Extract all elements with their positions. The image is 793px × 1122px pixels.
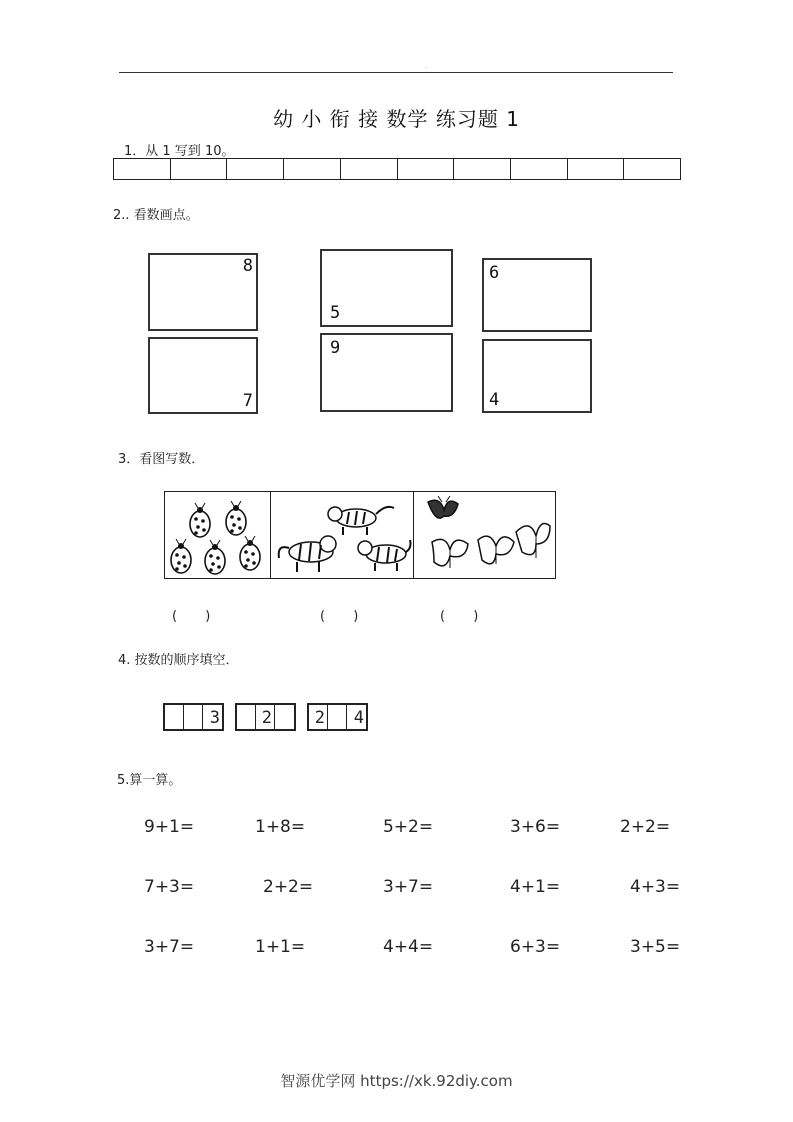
equation: 5+2= <box>383 817 434 837</box>
question-4-label: 4. 按数的顺序填空． <box>118 653 239 668</box>
sequence-cell[interactable] <box>237 705 256 729</box>
equation: 7+3= <box>144 877 195 897</box>
grid-cell[interactable] <box>341 159 398 179</box>
dot-box-number: 7 <box>242 391 253 411</box>
sequence-group-1 <box>163 703 224 731</box>
ladybug-group-icon <box>165 492 271 578</box>
question-1-label: 1．从 1 写到 10。 <box>124 144 235 159</box>
dot-box-number: 4 <box>489 390 500 410</box>
sequence-cell[interactable]: 2 <box>309 705 328 729</box>
equation: 4+4= <box>383 937 434 957</box>
dot-box-4[interactable] <box>482 339 592 413</box>
dot-box-number: 9 <box>330 338 341 358</box>
header-rule <box>119 72 673 73</box>
butterfly-group-icon <box>414 492 555 578</box>
sequence-cell[interactable]: 2 <box>256 705 275 729</box>
dot-box-8[interactable] <box>148 253 258 331</box>
dot-box-6[interactable] <box>482 258 592 332</box>
dot-box-7[interactable] <box>148 337 258 414</box>
grid-cell[interactable] <box>114 159 171 179</box>
equation: 3+5= <box>630 937 681 957</box>
grid-cell[interactable] <box>624 159 680 179</box>
write-1-to-10-grid <box>113 158 681 180</box>
dot-box-number: 5 <box>330 303 341 323</box>
dot-box-number: 6 <box>489 263 500 283</box>
sequence-cell[interactable] <box>165 705 184 729</box>
sequence-cell[interactable]: 3 <box>209 708 220 728</box>
equation: 1+8= <box>255 817 306 837</box>
sequence-group-2 <box>235 703 296 731</box>
grid-cell[interactable] <box>511 159 568 179</box>
sequence-cell[interactable] <box>184 705 203 729</box>
equation: 3+7= <box>144 937 195 957</box>
answer-blank[interactable]: ( ) <box>320 609 371 624</box>
grid-cell[interactable] <box>171 159 228 179</box>
header-mark: . <box>425 63 427 70</box>
count-picture-strip <box>164 491 556 579</box>
equation: 4+3= <box>630 877 681 897</box>
question-5-label: 5.算一算。 <box>117 773 182 788</box>
dot-box-9[interactable] <box>320 333 453 412</box>
sequence-group-3 <box>307 703 368 731</box>
equation: 2+2= <box>620 817 671 837</box>
answer-blank[interactable]: ( ) <box>440 609 491 624</box>
question-3-label: 3．看图写数． <box>118 452 205 467</box>
equation: 6+3= <box>510 937 561 957</box>
equation: 9+1= <box>144 817 195 837</box>
dot-box-5[interactable] <box>320 249 453 327</box>
equation: 2+2= <box>263 877 314 897</box>
sequence-cell[interactable] <box>275 705 294 729</box>
grid-cell[interactable] <box>398 159 455 179</box>
grid-cell[interactable] <box>568 159 625 179</box>
cat-group-icon <box>271 492 413 578</box>
footer-watermark: 智源优学网 https://xk.92diy.com <box>280 1072 513 1090</box>
sequence-cell[interactable] <box>328 705 347 729</box>
equation: 1+1= <box>255 937 306 957</box>
equation: 4+1= <box>510 877 561 897</box>
grid-cell[interactable] <box>227 159 284 179</box>
sequence-cell[interactable]: 4 <box>353 708 364 728</box>
grid-cell[interactable] <box>454 159 511 179</box>
dot-box-number: 8 <box>242 256 253 276</box>
page-title: 幼 小 衔 接 数学 练习题 1 <box>273 107 520 131</box>
grid-cell[interactable] <box>284 159 341 179</box>
answer-blank[interactable]: ( ) <box>172 609 223 624</box>
equation: 3+6= <box>510 817 561 837</box>
question-2-label: 2.. 看数画点。 <box>113 208 199 223</box>
equation: 3+7= <box>383 877 434 897</box>
